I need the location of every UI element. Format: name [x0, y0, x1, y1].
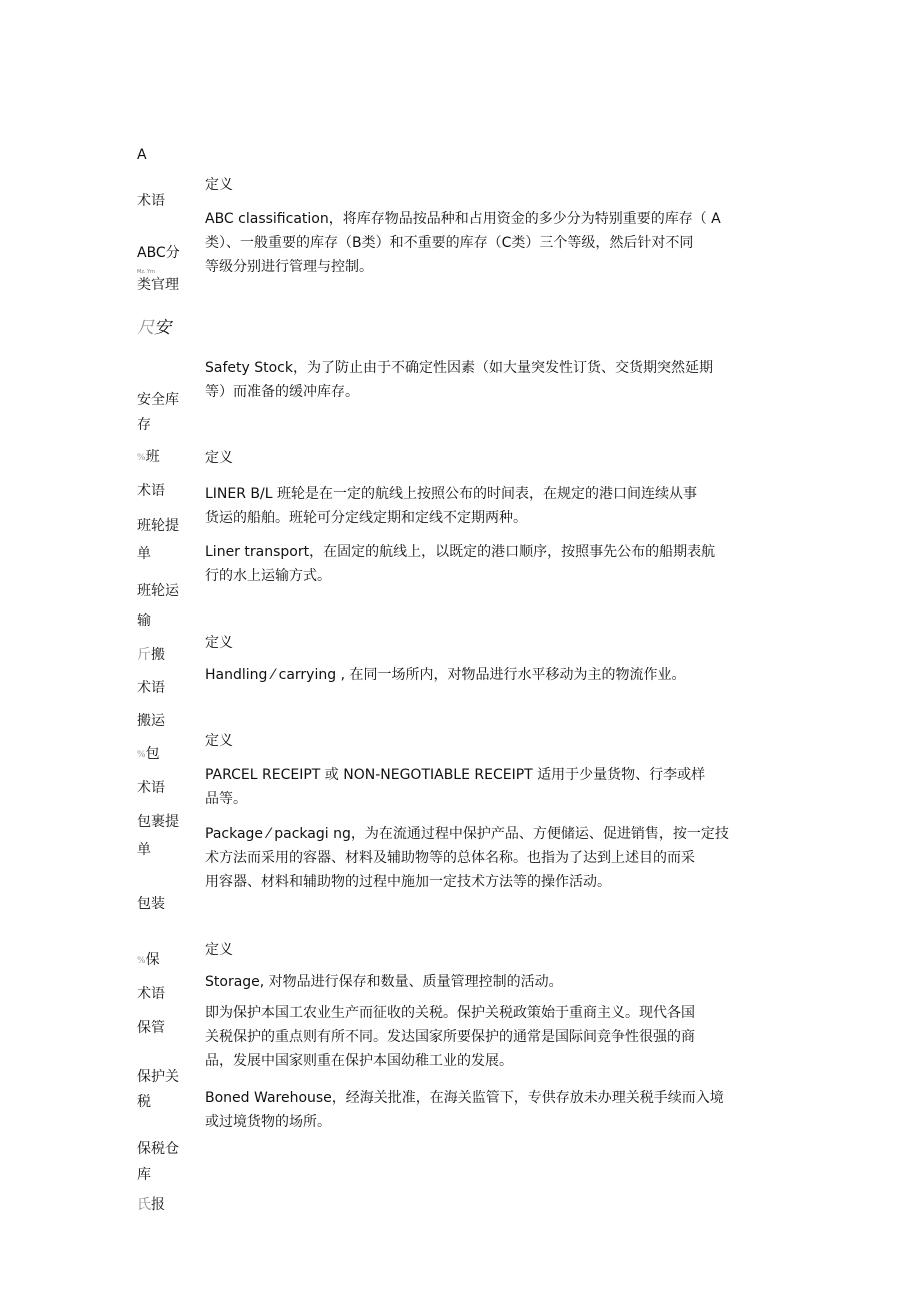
section-heading-prefix: 氏 [137, 1197, 151, 1213]
definition-line: 等级分别进行管理与控制。 [205, 259, 373, 275]
definition-protective-tariff [205, 1001, 745, 1073]
section-heading-prefix: 尺 [137, 318, 154, 338]
term-protective-tariff-line2: 税 [137, 1094, 151, 1110]
definition-line: 行的水上运输方式。 [205, 568, 331, 584]
definition-line: 等）而准备的缓冲库存。 [205, 384, 359, 400]
term-safety-stock-line1: 安全库 [137, 392, 179, 408]
definition-line: 品等。 [205, 791, 247, 807]
term-bonded-warehouse-line1: 保税仓 [137, 1141, 179, 1157]
definition-safety-stock [205, 356, 745, 404]
definition-abc-classification [205, 207, 745, 279]
definition-line: 即为保护本国工农业生产而征收的关税。保护关税政策始于重商主义。现代各国 [205, 1005, 695, 1021]
term-abc-small-note: Mz. Ym [137, 269, 156, 275]
definition-line: 关税保护的重点则有所不同。发达国家所要保护的通常是国际间竞争性很强的商 [205, 1029, 695, 1045]
section-heading-safety [137, 318, 171, 338]
section-heading-prefix: % [137, 453, 146, 463]
term-bonded-warehouse-line2: 库 [137, 1167, 151, 1183]
term-column-label: 术语 [137, 193, 165, 209]
section-heading-liner [137, 449, 160, 466]
definition-line: 品，发展中国家则重在保护本国幼稚工业的发展。 [205, 1053, 513, 1069]
term-liner-transport-line2: 输 [137, 613, 151, 629]
section-heading-char: 包 [145, 746, 160, 762]
section-heading-handling [137, 647, 165, 663]
definition-line: 货运的船舶。班轮可分定线定期和定线不定期两种。 [205, 510, 527, 526]
definition-column-label: 定义 [205, 733, 233, 749]
definition-column-label: 定义 [205, 177, 233, 193]
definition-storage [205, 970, 745, 994]
definition-column-label: 定义 [205, 942, 233, 958]
section-heading-char: 保 [145, 952, 160, 968]
definition-bonded-warehouse [205, 1086, 745, 1134]
term-liner-bl-line1: 班轮提 [137, 518, 179, 534]
definition-line: 术方法而采用的容器、材料及辅助物等的总体名称。也指为了达到上述目的而采 [205, 850, 695, 866]
term-column-label: 术语 [137, 680, 165, 696]
definition-line: PARCEL RECEIPT 或 NON-NEGOTIABLE RECEIPT 适用于少量货物、行李或样 [205, 767, 706, 783]
definition-line: 或过境货物的场所。 [205, 1114, 331, 1130]
section-heading-char: 安 [154, 318, 171, 338]
definition-line: Boned Warehouse，经海关批准，在海关监管下，专供存放未办理关税手续而入境 [205, 1090, 724, 1106]
term-liner-bl-line2: 单 [137, 546, 151, 562]
term-protective-tariff-line1: 保护关 [137, 1069, 179, 1085]
section-heading-parcel [137, 746, 160, 763]
section-heading-char: 搬 [151, 647, 165, 663]
section-heading-prefix: % [137, 956, 146, 966]
definition-line: 用容器、材料和辅助物的过程中施加一定技术方法等的操作活动。 [205, 874, 611, 890]
definition-line: Liner transport，在固定的航线上，以既定的港口顺序，按照事先公布的船期表航 [205, 544, 716, 560]
definition-line: 类）、一般重要的库存（B类）和不重要的库存（C类）三个等级，然后针对不同 [205, 235, 694, 251]
term-column-label: 术语 [137, 780, 165, 796]
section-heading-storage [137, 952, 160, 969]
definition-line: ABC classification，将库存物品按品种和占用资金的多少分为特别重要的库存（ A [205, 211, 721, 227]
section-heading-prefix: 斤 [137, 647, 151, 663]
section-heading-next [137, 1197, 165, 1213]
term-abc-line2: 类官理 [137, 277, 179, 293]
term-storage: 保管 [137, 1020, 165, 1036]
definition-line: Package ⁄ packagi ng，为在流通过程中保护产品、方便储运、促进销售，按一定技 [205, 826, 729, 842]
section-heading-prefix: % [137, 750, 146, 760]
definition-line: LINER B/L 班轮是在一定的航线上按照公布的时间表，在规定的港口间连续从事 [205, 486, 697, 502]
definition-line: Storage, 对物品进行保存和数量、质量管理控制的活动。 [205, 974, 563, 990]
definition-liner-transport [205, 540, 745, 588]
term-safety-stock-line2: 存 [137, 417, 151, 433]
definition-column-label: 定义 [205, 635, 233, 651]
term-packaging: 包装 [137, 896, 165, 912]
definition-column-label: 定义 [205, 450, 233, 466]
definition-parcel-receipt [205, 763, 745, 811]
section-heading-char: 报 [151, 1197, 165, 1213]
definition-liner-bl [205, 482, 745, 530]
term-parcel-receipt-line2: 单 [137, 842, 151, 858]
definition-line: Handling ⁄ carrying , 在同一场所内，对物品进行水平移动为主的物流作业。 [205, 667, 686, 683]
section-letter-a: A [137, 147, 147, 163]
term-abc-line1: ABC分 [137, 245, 180, 261]
term-handling: 搬运 [137, 713, 165, 729]
definition-handling [205, 663, 745, 687]
term-column-label: 术语 [137, 483, 165, 499]
section-heading-char: 班 [145, 449, 160, 465]
term-liner-transport-line1: 班轮运 [137, 583, 179, 599]
term-parcel-receipt-line1: 包裹提 [137, 814, 179, 830]
term-column-label: 术语 [137, 986, 165, 1002]
definition-line: Safety Stock，为了防止由于不确定性因素（如大量突发性订货、交货期突然延期 [205, 360, 713, 376]
definition-packaging [205, 822, 745, 894]
